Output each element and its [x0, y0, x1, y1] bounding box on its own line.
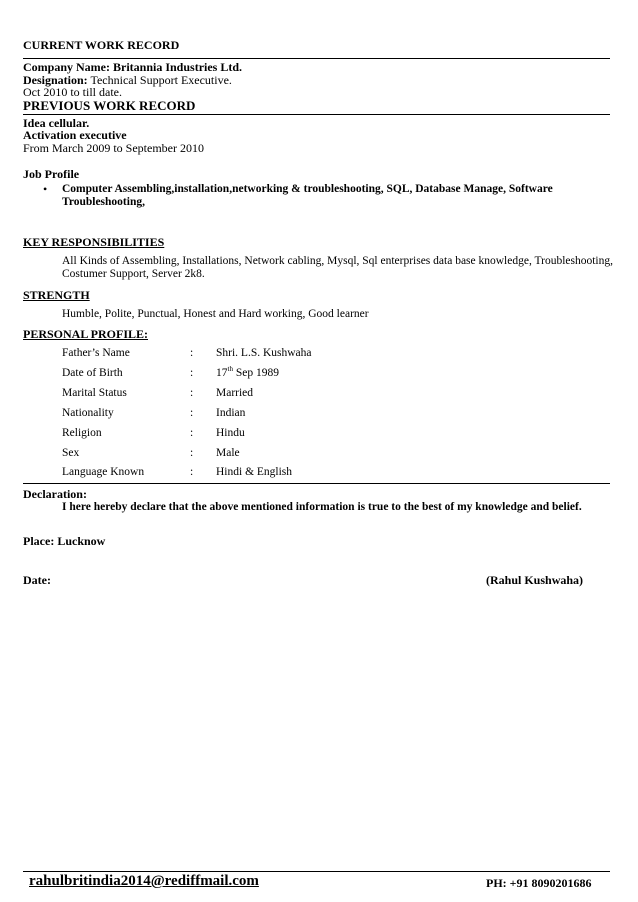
- email-link[interactable]: rahulbritindia2014@rediffmail.com: [29, 873, 259, 889]
- current-period: Oct 2010 to till date.: [23, 85, 122, 99]
- profile-value: Hindi & English: [216, 466, 293, 478]
- section-divider: [23, 58, 610, 59]
- profile-label: Marital Status: [62, 387, 127, 399]
- company-label: Company Name:: [23, 60, 110, 74]
- profile-colon: :: [190, 347, 194, 359]
- strength-heading: STRENGTH: [23, 288, 90, 302]
- footer-divider: [23, 871, 610, 872]
- dob-day-suffix: th: [227, 365, 233, 374]
- key-responsibilities-heading: KEY RESPONSIBILITIES: [23, 235, 165, 249]
- strength-text: Humble, Polite, Punctual, Honest and Hard working, Good learner: [62, 308, 369, 320]
- current-work-heading: CURRENT WORK RECORD: [23, 38, 180, 52]
- profile-colon: :: [190, 407, 194, 419]
- job-profile-heading: Job Profile: [23, 167, 80, 181]
- place-text: Place: Lucknow: [23, 534, 106, 548]
- profile-colon: :: [190, 466, 194, 478]
- profile-colon: :: [190, 367, 194, 379]
- phone-number: PH: +91 8090201686: [486, 876, 592, 890]
- company-value: Britannia Industries Ltd.: [113, 60, 243, 74]
- declaration-text: I here hereby declare that the above mentioned information is true to the best of my knowledge and belief.: [62, 501, 582, 513]
- personal-profile-heading: PERSONAL PROFILE:: [23, 327, 149, 341]
- previous-period: From March 2009 to September 2010: [23, 141, 204, 155]
- profile-value: Shri. L.S. Kushwaha: [216, 347, 312, 359]
- bullet-icon: •: [43, 182, 48, 196]
- profile-label: Religion: [62, 427, 102, 439]
- dob-day: 17: [216, 367, 228, 379]
- profile-label: Father’s Name: [62, 347, 130, 359]
- profile-value: [216, 367, 279, 379]
- responsibilities-line-1: All Kinds of Assembling, Installations, Network cabling, Mysql, Sql enterprises data base knowledge, Troubleshooting,: [62, 255, 613, 267]
- job-profile-line-2: Troubleshooting,: [62, 196, 145, 208]
- profile-label: Date of Birth: [62, 367, 123, 379]
- profile-label: Nationality: [62, 407, 114, 419]
- profile-label: Sex: [62, 447, 80, 459]
- profile-colon: :: [190, 447, 194, 459]
- profile-label: Language Known: [62, 466, 145, 478]
- declaration-heading: Declaration:: [23, 487, 87, 501]
- previous-work-heading: PREVIOUS WORK RECORD: [23, 98, 196, 113]
- signature-name: (Rahul Kushwaha): [486, 573, 584, 587]
- profile-colon: :: [190, 427, 194, 439]
- section-divider: [23, 114, 610, 115]
- designation-value: Technical Support Executive.: [90, 73, 232, 87]
- dob-rest: Sep 1989: [232, 367, 279, 379]
- previous-company: Idea cellular.: [23, 116, 90, 130]
- designation-label: Designation:: [23, 73, 88, 87]
- profile-value: Male: [216, 447, 240, 459]
- date-label: Date:: [23, 573, 51, 587]
- responsibilities-line-2: Costumer Support, Server 2k8.: [62, 268, 205, 280]
- profile-value: Hindu: [216, 427, 245, 439]
- job-profile-line-1: Computer Assembling,installation,networking & troubleshooting, SQL, Database Manage, Software: [62, 183, 553, 195]
- profile-colon: :: [190, 387, 194, 399]
- profile-value: Indian: [216, 407, 246, 419]
- profile-value: Married: [216, 387, 254, 399]
- previous-role: Activation executive: [23, 128, 127, 142]
- section-divider: [23, 483, 610, 484]
